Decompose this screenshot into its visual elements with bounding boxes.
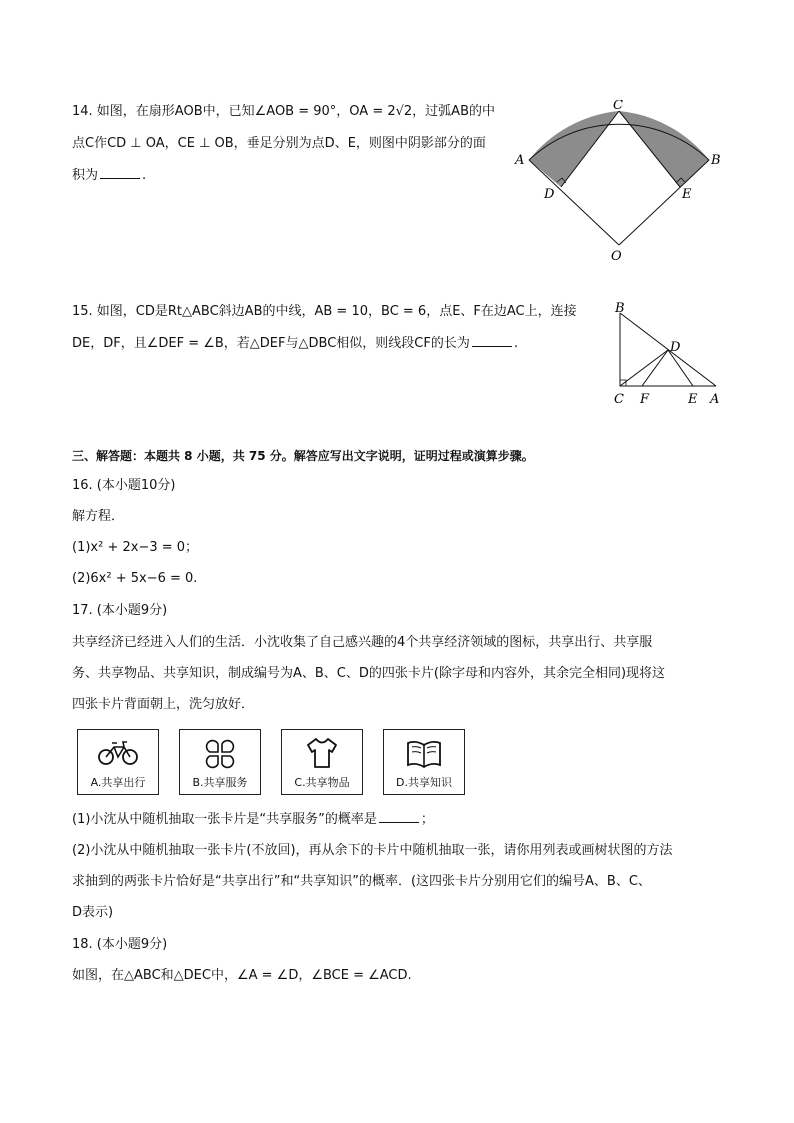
q16-intro: 解方程．	[72, 509, 125, 524]
q14-line-2: 点C作CD ⊥ OA，CE ⊥ OB，垂足分别为点D、E，则图中阴影部分的面	[72, 136, 486, 151]
q15-line-1: 15. 如图，CD是Rt△ABC斜边AB的中线，AB = 10，BC = 6，点E、F在边AC上，连接	[72, 304, 577, 319]
card-c	[281, 729, 363, 795]
q17-para-1: 共享经济已经进入人们的生活．小沈收集了自己感兴趣的4个共享经济领域的图标，共享出行、共享服	[72, 635, 653, 650]
card-a-label: A.共享出行	[90, 776, 146, 789]
label-C: C	[614, 392, 624, 407]
q17-sub-1: (1)小沈从中随机抽取一张卡片是“共享服务”的概率是 ；	[72, 812, 434, 827]
clover-icon	[200, 735, 240, 771]
q17-para-2: 务、共享物品、共享知识，制成编号为A、B、C、D的四张卡片(除字母和内容外，其余完全相同)现将这	[72, 666, 666, 681]
shirt-icon	[302, 735, 342, 771]
card-c-label: C.共享物品	[294, 776, 350, 789]
q18-para-1: 如图，在△ABC和△DEC中，∠A = ∠D，∠BCE = ∠ACD.	[72, 968, 412, 983]
answer-blank	[472, 334, 512, 347]
q17-sub-2c: D表示)	[72, 905, 114, 920]
card-a	[77, 729, 159, 795]
q15-line-2: DE，DF，且∠DEF = ∠B，若△DEF与△DBC相似，则线段CF的长为 .	[72, 336, 518, 351]
label-O: O	[611, 249, 622, 264]
q16-eq-1: (1)x² + 2x−3 = 0；	[72, 540, 199, 555]
q14-figure	[505, 100, 725, 266]
card-d-label: D.共享知识	[396, 776, 452, 789]
label-E: E	[688, 392, 698, 407]
q17-sub-2a: (2)小沈从中随机抽取一张卡片(不放回)，再从余下的卡片中随机抽取一张，请你用列表或画树状图的方法	[72, 843, 673, 858]
label-B: B	[615, 301, 625, 316]
label-F: F	[640, 392, 650, 407]
label-D: D	[544, 187, 555, 202]
q16-title: 16. (本小题10分)	[72, 478, 176, 493]
card-b	[179, 729, 261, 795]
q15-figure	[606, 298, 726, 410]
section-heading: 三、解答题：本题共 8 小题，共 75 分。解答应写出文字说明，证明过程或演算步骤。	[72, 449, 534, 463]
card-b-label: B.共享服务	[192, 776, 248, 789]
q17-title: 17. (本小题9分)	[72, 603, 168, 618]
card-d	[383, 729, 465, 795]
label-A: A	[515, 153, 525, 168]
q16-eq-2: (2)6x² + 5x−6 = 0.	[72, 571, 198, 586]
answer-blank	[100, 166, 140, 179]
label-B: B	[711, 153, 721, 168]
q17-para-3: 四张卡片背面朝上，洗匀放好．	[72, 697, 255, 712]
book-icon	[404, 735, 444, 771]
label-A: A	[710, 392, 720, 407]
label-D: D	[670, 340, 681, 355]
q14-line-3: 积为 .	[72, 168, 147, 183]
answer-blank	[379, 810, 419, 823]
q18-title: 18. (本小题9分)	[72, 937, 168, 952]
bicycle-icon	[98, 735, 138, 771]
label-E: E	[682, 187, 692, 202]
q14-line-1: 14. 如图，在扇形AOB中，已知∠AOB = 90°，OA = 2√2，过弧AB的中	[72, 104, 495, 119]
label-C: C	[613, 100, 623, 113]
q17-sub-2b: 求抽到的两张卡片恰好是“共享出行”和“共享知识”的概率．(这四张卡片分别用它们的编号A、B、C、	[72, 874, 651, 889]
